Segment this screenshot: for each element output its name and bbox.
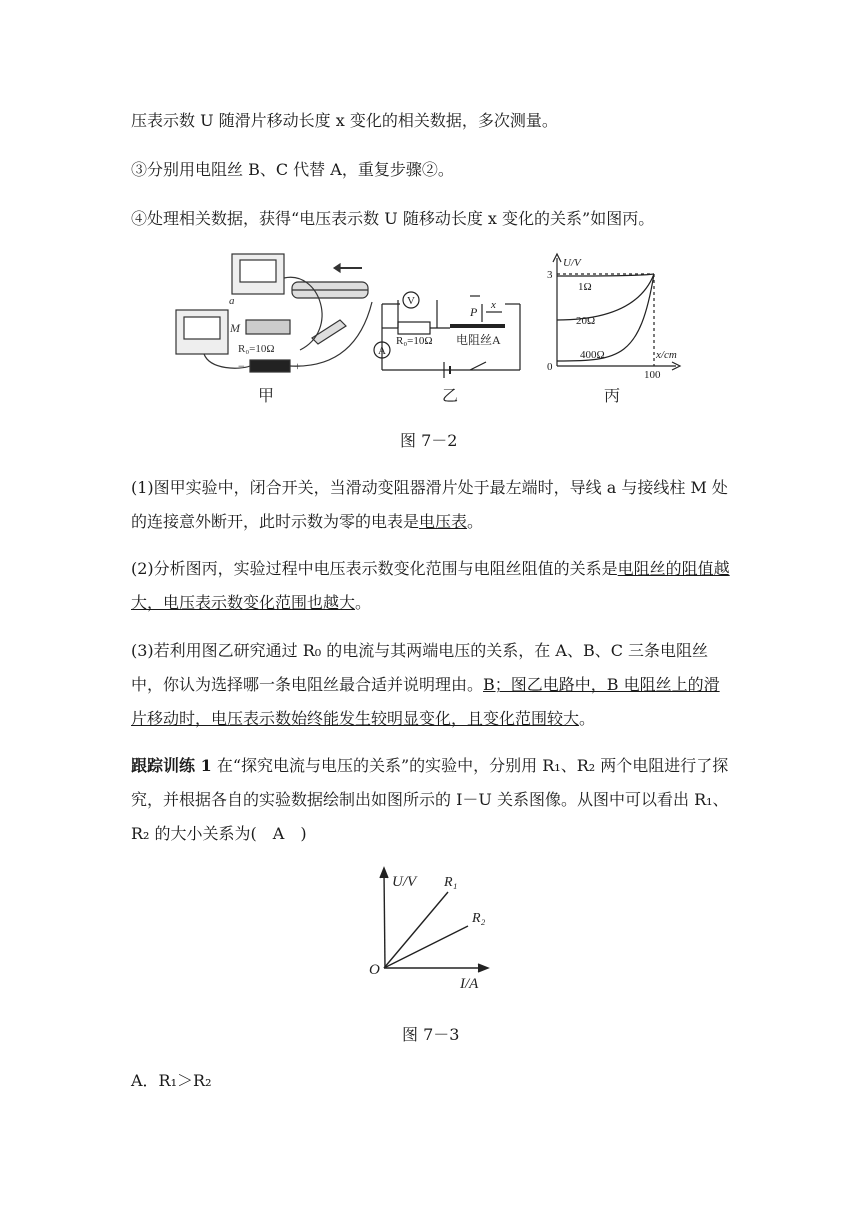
question-1-end: 。 [467,512,484,531]
r2-label: R₂ [472,911,486,926]
paragraph-1: 压表示数 U 随滑片移动长度 x 变化的相关数据，多次测量。 [131,111,558,130]
terminal-m-label: M [230,321,240,335]
question-2-answer: 电阻丝的阻值越大，电压表示数变化范围也越大 [131,559,730,612]
length-x-label: x [491,299,496,311]
u-axis-label: U/V [563,257,581,269]
tracking-exercise-1 [131,749,731,851]
origin-o: O [369,962,380,978]
question-3-end: 。 [579,709,596,728]
y-tick-3: 3 [547,269,553,281]
slider-p-label: P [470,305,478,319]
x-axis-label: x/cm [656,349,677,361]
question-3 [131,634,731,736]
wire-a-label: 电阻丝A [456,333,501,347]
option-a: A．R₁＞R₂ [131,1071,212,1090]
curve-1-ohm-label: 1Ω [578,281,592,293]
terminal-a-label: a [229,295,235,307]
plus-label: + [294,359,301,373]
paragraph-2: ③分别用电阻丝 B、C 代替 A，重复步骤②。 [131,160,454,179]
curve-20-ohm-label: 20Ω [576,315,596,327]
question-2-text: (2)分析图丙，实验过程中电压表示数变化范围与电阻丝阻值的关系是 [131,559,618,578]
i-axis-label: I/A [460,976,479,992]
figure-7-3 [0,862,860,992]
question-1 [131,471,731,539]
voltmeter-label: V [407,295,415,307]
jia-r0-label: R₀=10Ω [238,343,275,355]
line-r2 [384,926,468,968]
question-1-text: (1)图甲实验中，闭合开关，当滑动变阻器滑片处于最左端时，导线 a 与接线柱 M 处的连接意外断开，此时示数为零的电表是 [131,478,728,531]
question-3-text: (3)若利用图乙研究通过 R₀ 的电流与其两端电压的关系，在 A、B、C 三条电阻丝中，你认为选择哪一条电阻丝最合适并说明理由。 [131,641,709,694]
u-axis-label-7-3: U/V [392,874,417,890]
yi-r0-label: R₀=10Ω [396,335,433,347]
question-2-end: 。 [355,593,372,612]
fig-jia-label: 甲 [258,388,275,405]
paragraph-3: ④处理相关数据，获得“电压表示数 U 随移动长度 x 变化的关系”如图丙。 [131,209,655,228]
figure-7-2-caption: 图 7－2 [400,431,458,450]
line-r1 [384,892,448,968]
tracking-text: 在“探究电流与电压的关系”的实验中，分别用 R₁、R₂ 两个电阻进行了探究，并根据各自的实验数据绘制出如图所示的 I－U 关系图像。从图中可以看出 R₁、R₂ 的大小关系为( A ) [131,756,729,843]
question-3-answer: B；图乙电路中，B 电阻丝上的滑片移动时，电压表示数始终能发生较明显变化，且变化范围较大 [131,675,720,728]
minus-label: − [238,359,245,373]
ammeter-label: A [378,345,386,357]
x-tick-100: 100 [644,369,661,381]
origin-0: 0 [547,361,553,373]
fig-yi-label: 乙 [442,388,459,405]
curve-400-ohm-label: 400Ω [580,349,605,361]
r1-label: R₁ [444,875,458,890]
question-1-answer: 电压表 [419,512,468,531]
figure-7-2 [0,240,860,410]
fig-bing-label: 丙 [604,388,621,405]
figure-7-3-caption: 图 7－3 [402,1025,460,1044]
question-2 [131,552,731,620]
tracking-title: 跟踪训练 1 [131,756,212,775]
